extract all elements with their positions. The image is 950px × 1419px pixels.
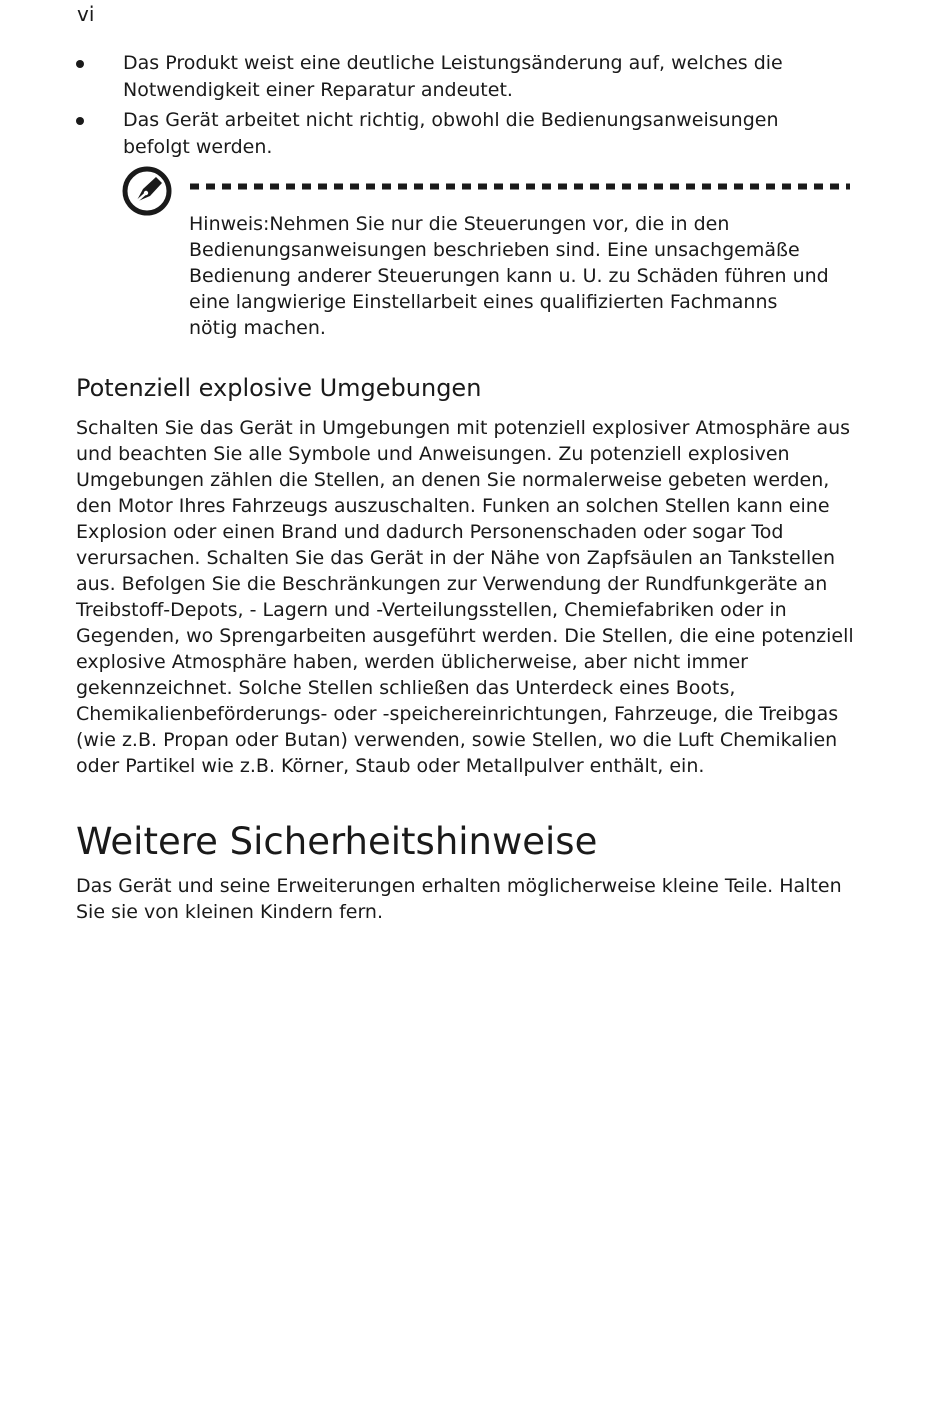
bullet-item xyxy=(0,50,813,104)
note-pen-icon xyxy=(121,165,173,217)
bullet-text: Das Gerät arbeitet nicht richtig, obwohl die Bedienungsanweisungen befolgt werden. xyxy=(123,109,779,158)
section-heading-safety: Weitere Sicherheitshinweise xyxy=(76,820,598,863)
page-number: vi xyxy=(77,2,95,26)
bullet-item xyxy=(0,107,813,161)
note-body: Nehmen Sie nur die Steuerungen vor, die in den Bedienungsanweisungen beschrieben sind. Eine unsachgemäße Bedienung anderer Steuerungen kann u. U. zu Schäden führen und eine langwierige Einstellarbeit eines qualifizierten Fachmanns nötig machen. xyxy=(189,213,829,339)
section-body-safety: Das Gerät und seine Erweiterungen erhalten möglicherweise kleine Teile. Halten Sie sie von kleinen Kindern fern. xyxy=(76,875,842,923)
bullet-list xyxy=(0,50,950,164)
section-heading-explosive: Potenziell explosive Umgebungen xyxy=(76,374,482,402)
note-dotted-rule xyxy=(190,183,850,190)
bullet-text: Das Produkt weist eine deutliche Leistungsänderung auf, welches die Notwendigkeit einer Reparatur andeutet. xyxy=(123,52,783,101)
note-label: Hinweis: xyxy=(189,213,270,235)
note-text xyxy=(189,211,829,341)
bullet-dot-icon xyxy=(76,117,84,125)
bullet-dot-icon xyxy=(76,60,84,68)
section-body-explosive: Schalten Sie das Gerät in Umgebungen mit potenziell explosiver Atmosphäre aus und beachten Sie alle Symbole und Anweisungen. Zu potenziell explosiven Umgebungen zählen die Stellen, an denen Sie normalerweise gebeten werden, den Motor Ihres Fahrzeugs auszuschalten. Funken an solchen Stellen kann eine Explosion oder einen Brand und dadurch Personenschaden oder sogar Tod verursachen. Schalten Sie das Gerät in der Nähe von Zapfsäulen an Tankstellen aus. Befolgen Sie die Beschränkungen zur Verwendung der Rundfunkgeräte an Treibstoff-Depots, - Lagern und -Verteilungsstellen, Chemiefabriken oder in Gegenden, wo Sprengarbeiten ausgeführt werden. Die Stellen, die eine potenziell explosive Atmosphäre haben, werden üblicherweise, aber nicht immer gekennzeichnet. Solche Stellen schließen das Unterdeck eines Boots, Chemikalienbeförderungs- oder -speichereinrichtungen, Fahrzeuge, die Treibgas (wie z.B. Propan oder Butan) verwenden, sowie Stellen, wo die Luft Chemikalien oder Partikel wie z.B. Körner, Staub oder Metallpulver enthält, ein. xyxy=(76,417,854,777)
